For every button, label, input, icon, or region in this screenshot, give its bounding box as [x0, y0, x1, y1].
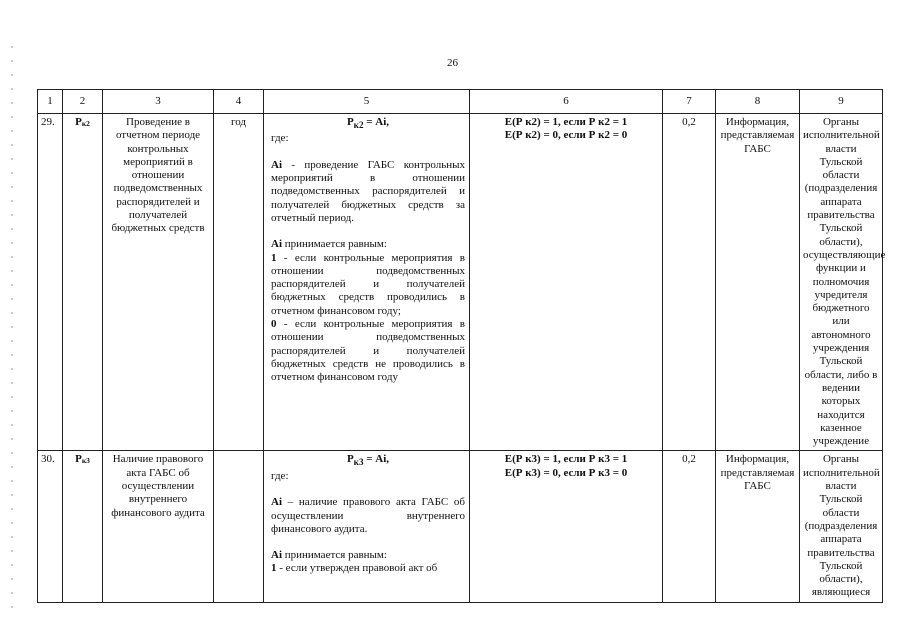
- formula-cell: [264, 114, 470, 451]
- responsible-body: Органы исполнительной власти Тульской области (подразделения аппарата правительства Тульской области), являющиеся: [800, 451, 883, 602]
- header-cell: 2: [63, 90, 103, 114]
- header-row: [38, 90, 883, 114]
- scan-margin-dots: [11, 40, 13, 610]
- table-row: [38, 114, 883, 451]
- indicator-name: Наличие правового акта ГАБС об осуществлении внутреннего финансового аудита: [103, 451, 214, 602]
- formula-rhs: = Ai,: [366, 453, 390, 466]
- formula-title: [271, 116, 465, 132]
- formula-where: где:: [271, 132, 289, 145]
- weight-value: 0,2: [663, 451, 716, 602]
- option-zero: [271, 318, 465, 384]
- header-cell: 4: [214, 90, 264, 114]
- row-number: 30.: [38, 451, 63, 602]
- option-value: 1: [271, 562, 277, 575]
- formula-where: где:: [271, 469, 289, 482]
- header-cell: 7: [663, 90, 716, 114]
- ai-accepts-text: принимается равным:: [282, 549, 387, 562]
- header-cell: 9: [800, 90, 883, 114]
- code-subscript: к2: [81, 119, 90, 128]
- option-value: 1: [271, 251, 277, 264]
- indicator-code: [63, 451, 103, 602]
- header-cell: 6: [470, 90, 663, 114]
- option-text: - если контрольные мероприятия в отношении подведомственных распорядителей и получателей бюджетных средств проводились в отчетном финансовом году;: [271, 251, 465, 317]
- ai-description-text: - проведение ГАБС контрольных мероприятий в отношении подведомственных распорядителей и получателей бюджетных средств за отчетный период.: [271, 158, 465, 224]
- header-cell: 1: [38, 90, 63, 114]
- option-value: 0: [271, 318, 277, 331]
- ai-accepts: [271, 238, 465, 251]
- evaluation-line: Е(Р к2) = 0, если Р к2 = 0: [504, 129, 628, 142]
- formula-lhs: Р: [346, 453, 354, 466]
- indicator-code: [63, 114, 103, 451]
- option-one: [271, 562, 465, 575]
- option-one: [271, 252, 465, 318]
- table-row: [38, 451, 883, 602]
- data-source: Информация, представляемая ГАБС: [716, 114, 800, 451]
- formula-sub: к3: [353, 457, 364, 468]
- ai-description: [271, 496, 465, 536]
- header-cell: 3: [103, 90, 214, 114]
- ai-accepts-text: принимается равным:: [282, 238, 387, 251]
- header-cell: 5: [264, 90, 470, 114]
- page-number: 26: [447, 57, 458, 69]
- formula-rhs: = Ai,: [366, 116, 390, 128]
- indicator-unit: [214, 451, 264, 602]
- indicator-table: [37, 89, 886, 603]
- code-letter: Р: [75, 453, 82, 466]
- ai-symbol: Ai: [271, 238, 282, 251]
- ai-accepts: [271, 549, 465, 562]
- code-subscript: к3: [81, 456, 90, 466]
- formula-title: [271, 453, 465, 469]
- option-text: - если утвержден правовой акт об: [276, 562, 438, 575]
- formula-cell: [264, 451, 470, 602]
- evaluation-cell: [470, 114, 663, 451]
- formula-lhs: Р: [346, 116, 354, 128]
- ai-description-text: – наличие правового акта ГАБС об осуществлении внутреннего финансового аудита.: [271, 496, 465, 535]
- header-cell: 8: [716, 90, 800, 114]
- evaluation-line: Е(Р к3) = 0, если Р к3 = 0: [504, 466, 628, 479]
- indicator-name: Проведение в отчетном периоде контрольных мероприятий в отношении подведомственных распорядителей и получателей бюджетных средств: [103, 114, 214, 451]
- code-letter: Р: [75, 116, 82, 128]
- option-text: - если контрольные мероприятия в отношении подведомственных распорядителей и получателей бюджетных средств не проводились в отчетном финансовом году: [271, 318, 465, 384]
- ai-description: [271, 159, 465, 225]
- row-number: 29.: [38, 114, 63, 451]
- formula-sub: к2: [353, 120, 364, 131]
- weight-value: 0,2: [663, 114, 716, 451]
- ai-symbol: Ai: [271, 496, 282, 509]
- ai-symbol: Ai: [271, 549, 282, 562]
- evaluation-line: Е(Р к3) = 1, если Р к3 = 1: [504, 453, 628, 466]
- evaluation-line: Е(Р к2) = 1, если Р к2 = 1: [504, 116, 628, 128]
- responsible-body: Органы исполнительной власти Тульской области (подразделения аппарата правительства Тульской области), осуществляющие функции и полномочия учредителя бюджетного или автономного учреждения Тульской области, либо в ведении которых находится казенное учреждение: [800, 114, 883, 451]
- data-source: Информация, представляемая ГАБС: [716, 451, 800, 602]
- evaluation-cell: [470, 451, 663, 602]
- indicator-unit: год: [214, 114, 264, 451]
- ai-symbol: Ai: [271, 158, 282, 171]
